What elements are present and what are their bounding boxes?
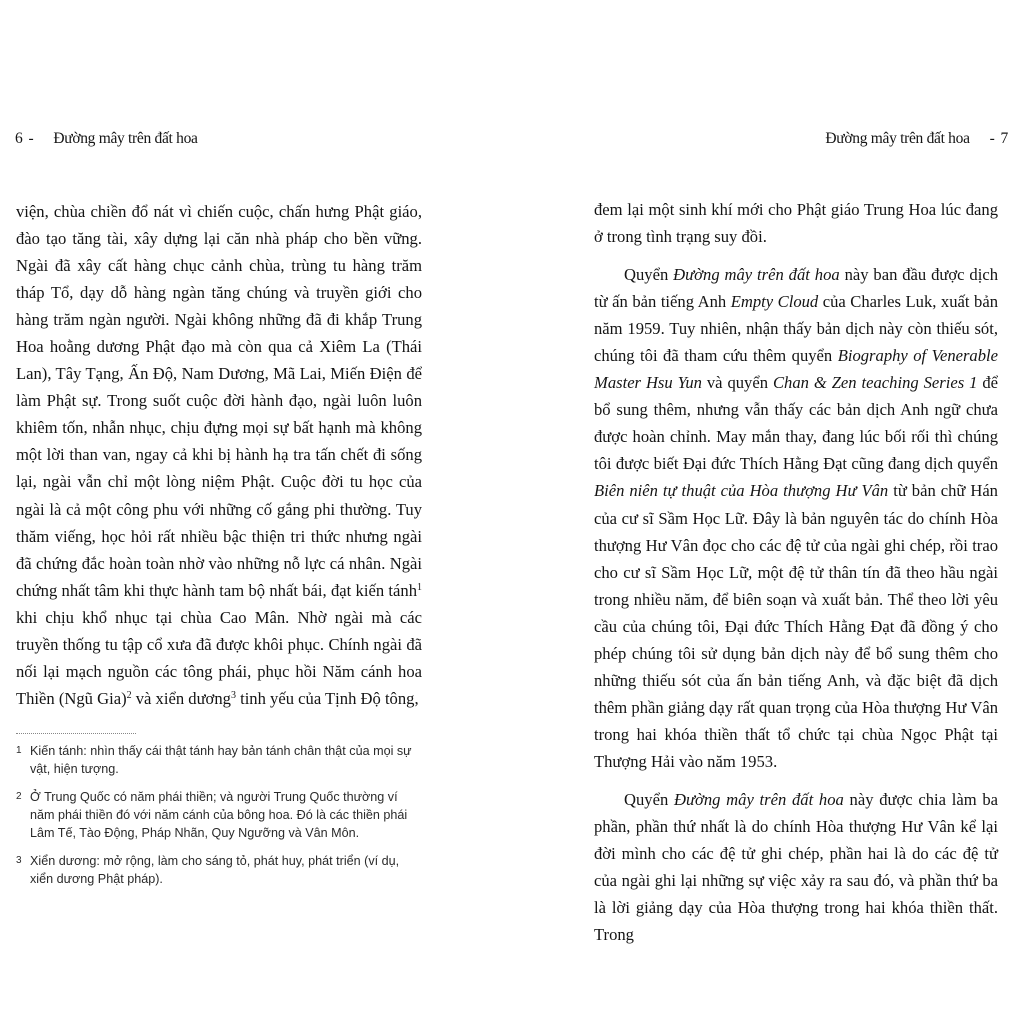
- right-running-header: [825, 126, 1008, 152]
- footnote-separator: [16, 733, 136, 734]
- text-run: khi chịu khổ nhục tại chùa Cao Mân. Nhờ ngài mà các truyền thống tu tập cổ xưa đã được khôi phục. Chính ngài đã nối lại mạch nguồn các tông phái, phục hồi Năm cánh hoa Thiền (Ngũ Gia): [16, 607, 422, 708]
- footnote-reference: 3: [230, 689, 236, 701]
- footnote-item: [16, 852, 424, 888]
- footnote-text: Ở Trung Quốc có năm phái thiền; và người Trung Quốc thường ví năm phái thiền đó với năm cánh của bông hoa. Đó là các thiền phái Lâm Tế, Tào Động, Pháp Nhãn, Quy Ngưỡng và Vân Môn.: [30, 790, 408, 840]
- text-run: từ bản chữ Hán của cư sĩ Sầm Học Lữ. Đây là bản nguyên tác do chính Hòa thượng Hư Vân đọc cho các đệ tử của ngài ghi chép, rồi trao cho cư sĩ Sầm Học Lữ, một đệ tử thân tín đã theo hầu ngài trong nhiều năm, để biên soạn và xuất bản. Thể theo lời yêu cầu của chúng tôi, Đại đức Thích Hằng Đạt đã đồng ý cho phép chúng tôi sử dụng bản dịch này để bổ sung thêm cho những thiếu sót của ấn bản tiếng Anh, và đặc biệt đã dịch thêm phần giảng dạy rất quan trọng của Hòa thượng Hư Vân trong hai khóa thiền thất tổ chức tại chùa Ngọc Phật tại Thượng Hải vào năm 1953.: [594, 481, 998, 771]
- italic-title: Biography of Venerable Master Hsu Yun: [594, 346, 999, 393]
- footnote-number: 1: [16, 745, 22, 756]
- footnote-reference: 2: [126, 689, 132, 701]
- footnote-item: [16, 788, 424, 842]
- italic-title: Chan & Zen teaching Series 1: [772, 373, 978, 393]
- text-run: này ban đầu được dịch từ ấn bản tiếng Anh: [594, 265, 999, 312]
- right-page: [512, 0, 1024, 1024]
- left-header-dash: -: [28, 130, 34, 147]
- right-header-title: Đường mây trên đất hoa: [825, 130, 970, 147]
- right-header-dash: -: [989, 130, 995, 147]
- text-run: tinh yếu của Tịnh Độ tông,: [235, 688, 419, 708]
- italic-title: Đường mây trên đất hoa: [673, 265, 840, 285]
- text-run: đem lại một sinh khí mới cho Phật giáo Trung Hoa lúc đang ở trong tình trạng suy đồi.: [594, 200, 998, 247]
- right-paragraph: [594, 196, 998, 250]
- text-run: để bổ sung thêm, nhưng vẫn thấy các bản dịch Anh ngữ chưa được hoàn chỉnh. May mắn thay, đang lúc bối rối thì chúng tôi được biết Đại đức Thích Hằng Đạt cũng đang dịch quyển: [594, 373, 998, 474]
- right-body-text: [594, 196, 998, 948]
- text-run: của Charles Luk, xuất bản năm 1959. Tuy nhiên, nhận thấy bản dịch này còn thiếu sót, chúng tôi đã tham cứu thêm quyển: [594, 292, 998, 366]
- text-run: Quyển: [624, 265, 674, 285]
- right-page-number: 7: [1000, 130, 1008, 147]
- italic-title: Empty Cloud: [730, 292, 819, 312]
- footnote-number: 2: [16, 791, 22, 802]
- italic-title: Đường mây trên đất hoa: [673, 789, 844, 809]
- footnote-text: Kiến tánh: nhìn thấy cái thật tánh hay bản tánh chân thật của mọi sự vật, hiện tượng.: [30, 744, 412, 776]
- text-run: và quyển: [701, 373, 773, 393]
- footnote-number: 3: [16, 855, 22, 866]
- footnotes: [16, 742, 424, 898]
- text-run: và xiển dương: [131, 688, 231, 708]
- text-run: viện, chùa chiền đổ nát vì chiến cuộc, chấn hưng Phật giáo, đào tạo tăng tài, xây dựng lại căn nhà pháp cho bền vững. Ngài đã xây cất hàng chục cảnh chùa, trùng tu hàng trăm tháp Tổ, dạy dỗ hàng ngàn tăng chúng và truyền giới cho hàng trăm ngàn người. Ngài không những đã đi khắp Trung Hoa hoằng dương Phật đạo mà còn qua cả Xiêm La (Thái Lan), Tây Tạng, Ấn Độ, Nam Dương, Mã Lai, Miến Điện để làm Phật sự. Trong suốt cuộc đời hành đạo, ngài luôn luôn khiêm tốn, nhẫn nhục, chịu đựng mọi sự bất hạnh mà không một lời than van, ngay cả khi bị hành hạ tra tấn chết đi sống lại, ngài vẫn chỉ một lòng niệm Phật. Cuộc đời tu học của ngài là cả một công phu với những cố gắng phi thường. Tuy thăm viếng, học hỏi rất nhiều bậc thiện tri thức nhưng ngài đã chứng đắc hoàn toàn nhờ vào những nỗ lực cá nhân. Ngài chứng nhất tâm khi thực hành tam bộ nhất bái, đạt kiến tánh: [16, 202, 422, 600]
- footnote-item: [16, 742, 424, 778]
- left-page-number: 6: [15, 130, 23, 147]
- right-paragraph: [594, 261, 998, 775]
- text-run: này được chia làm ba phần, phần thứ nhất là do chính Hòa thượng Hư Vân kể lại đời mình cho các đệ tử ghi chép, phần hai là do các đệ tử của ngài ghi lại những sự việc xảy ra sau đó, và phần thứ ba là lời giảng dạy của Hòa thượng trong hai khóa thiền thất. Trong: [594, 789, 998, 945]
- left-paragraph: [16, 198, 422, 712]
- left-body-text: [16, 198, 422, 712]
- italic-title: Biên niên tự thuật của Hòa thượng Hư Vân: [594, 481, 889, 501]
- left-header-title: Đường mây trên đất hoa: [53, 130, 198, 147]
- text-run: Quyển: [624, 789, 674, 809]
- left-running-header: [15, 126, 198, 152]
- footnote-reference: 1: [417, 581, 422, 593]
- right-paragraph: [594, 786, 998, 948]
- footnote-text: Xiển dương: mở rộng, làm cho sáng tỏ, phát huy, phát triển (ví dụ, xiển dương Phật pháp).: [30, 854, 400, 886]
